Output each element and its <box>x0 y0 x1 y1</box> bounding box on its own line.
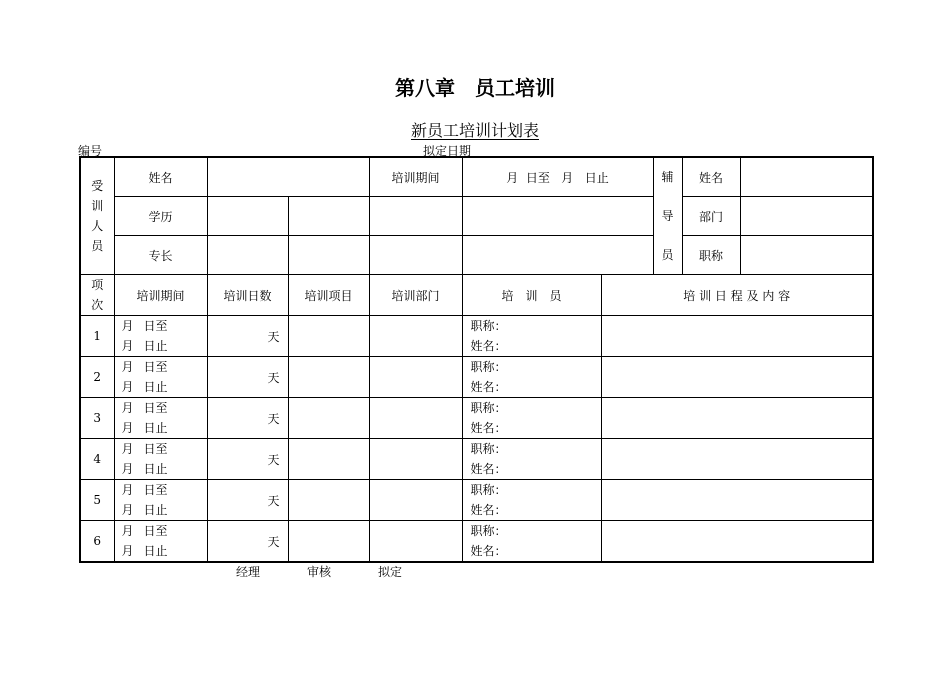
trainer-cell[interactable]: 职称： 姓名： <box>462 316 601 357</box>
schedule-content-cell[interactable] <box>601 398 873 439</box>
days-cell[interactable]: 天 <box>207 521 288 563</box>
form-title <box>0 118 950 141</box>
trainer-cell[interactable]: 职称： 姓名： <box>462 521 601 563</box>
item-no: 1 <box>80 316 114 357</box>
project-cell[interactable] <box>288 480 369 521</box>
period-header: 培训期间 <box>114 275 207 316</box>
item-no: 4 <box>80 439 114 480</box>
schedule-header: 培 训 日 程 及 内 容 <box>601 275 873 316</box>
trainee-period-value[interactable]: 月 日至 月 日止 <box>462 157 653 197</box>
item-no-header: 项 次 <box>80 275 114 316</box>
table-row <box>80 357 873 398</box>
project-header: 培训项目 <box>288 275 369 316</box>
trainee-education-field[interactable] <box>207 197 288 236</box>
item-no: 3 <box>80 398 114 439</box>
period-cell[interactable]: 月 日至 月 日止 <box>114 439 207 480</box>
mentor-name-field[interactable] <box>740 157 873 197</box>
table-row <box>80 480 873 521</box>
project-cell[interactable] <box>288 398 369 439</box>
trainee-specialty-field[interactable] <box>207 236 288 275</box>
trainee-education-label: 学历 <box>114 197 207 236</box>
table-row <box>80 521 873 563</box>
manager-label: 经理 <box>236 565 261 579</box>
trainee-period-label: 培训期间 <box>369 157 462 197</box>
trainee-education-extra-3[interactable] <box>462 197 653 236</box>
trainee-specialty-label: 专长 <box>114 236 207 275</box>
days-header: 培训日数 <box>207 275 288 316</box>
dept-cell[interactable] <box>369 357 462 398</box>
dept-cell[interactable] <box>369 316 462 357</box>
trainer-cell[interactable]: 职称： 姓名： <box>462 398 601 439</box>
form-title-text: 新员工培训计划表 <box>410 121 539 140</box>
schedule-content-cell[interactable] <box>601 439 873 480</box>
item-no: 2 <box>80 357 114 398</box>
item-no: 5 <box>80 480 114 521</box>
mentor-name-label: 姓名 <box>682 157 740 197</box>
days-cell[interactable]: 天 <box>207 439 288 480</box>
period-cell[interactable]: 月 日至 月 日止 <box>114 316 207 357</box>
schedule-content-cell[interactable] <box>601 521 873 563</box>
trainee-education-extra-2[interactable] <box>369 197 462 236</box>
item-no: 6 <box>80 521 114 563</box>
mentor-dept-label: 部门 <box>682 197 740 236</box>
table-row <box>80 316 873 357</box>
days-cell[interactable]: 天 <box>207 316 288 357</box>
review-label: 审核 <box>307 565 332 579</box>
table-row <box>80 439 873 480</box>
schedule-content-cell[interactable] <box>601 480 873 521</box>
code-label: 编号 <box>78 144 103 158</box>
project-cell[interactable] <box>288 316 369 357</box>
chapter-name: 员工培训 <box>475 76 555 100</box>
project-cell[interactable] <box>288 439 369 480</box>
trainee-specialty-extra[interactable] <box>288 236 369 275</box>
mentor-title-field[interactable] <box>740 236 873 275</box>
schedule-rows <box>80 316 873 563</box>
dept-cell[interactable] <box>369 480 462 521</box>
dept-cell[interactable] <box>369 521 462 563</box>
days-cell[interactable]: 天 <box>207 398 288 439</box>
chapter-title <box>0 72 950 101</box>
chapter-number: 第八章 <box>395 76 455 100</box>
dept-cell[interactable] <box>369 439 462 480</box>
trainee-row-name <box>80 157 873 197</box>
trainer-header: 培 训 员 <box>462 275 601 316</box>
schedule-content-cell[interactable] <box>601 316 873 357</box>
mentor-group-label: 辅 导 员 <box>653 157 682 275</box>
period-cell[interactable]: 月 日至 月 日止 <box>114 521 207 563</box>
trainee-specialty-extra-2[interactable] <box>369 236 462 275</box>
period-cell[interactable]: 月 日至 月 日止 <box>114 398 207 439</box>
trainee-specialty-extra-3[interactable] <box>462 236 653 275</box>
trainee-row-education <box>80 197 873 236</box>
trainee-name-field[interactable] <box>207 157 369 197</box>
trainee-education-extra[interactable] <box>288 197 369 236</box>
table-row <box>80 398 873 439</box>
dept-header: 培训部门 <box>369 275 462 316</box>
trainee-group-label: 受 训 人 员 <box>80 157 114 275</box>
trainer-cell[interactable]: 职称： 姓名： <box>462 439 601 480</box>
trainer-cell[interactable]: 职称： 姓名： <box>462 480 601 521</box>
project-cell[interactable] <box>288 357 369 398</box>
schedule-header-row <box>80 275 873 316</box>
days-cell[interactable]: 天 <box>207 357 288 398</box>
draft-date-label: 拟定日期 <box>423 144 472 158</box>
mentor-title-label: 职称 <box>682 236 740 275</box>
trainee-name-label: 姓名 <box>114 157 207 197</box>
mentor-dept-field[interactable] <box>740 197 873 236</box>
days-cell[interactable]: 天 <box>207 480 288 521</box>
draft-label: 拟定 <box>378 565 403 579</box>
period-cell[interactable]: 月 日至 月 日止 <box>114 480 207 521</box>
dept-cell[interactable] <box>369 398 462 439</box>
period-cell[interactable]: 月 日至 月 日止 <box>114 357 207 398</box>
training-plan-table <box>79 156 874 563</box>
project-cell[interactable] <box>288 521 369 563</box>
trainer-cell[interactable]: 职称： 姓名： <box>462 357 601 398</box>
schedule-content-cell[interactable] <box>601 357 873 398</box>
trainee-row-specialty <box>80 236 873 275</box>
